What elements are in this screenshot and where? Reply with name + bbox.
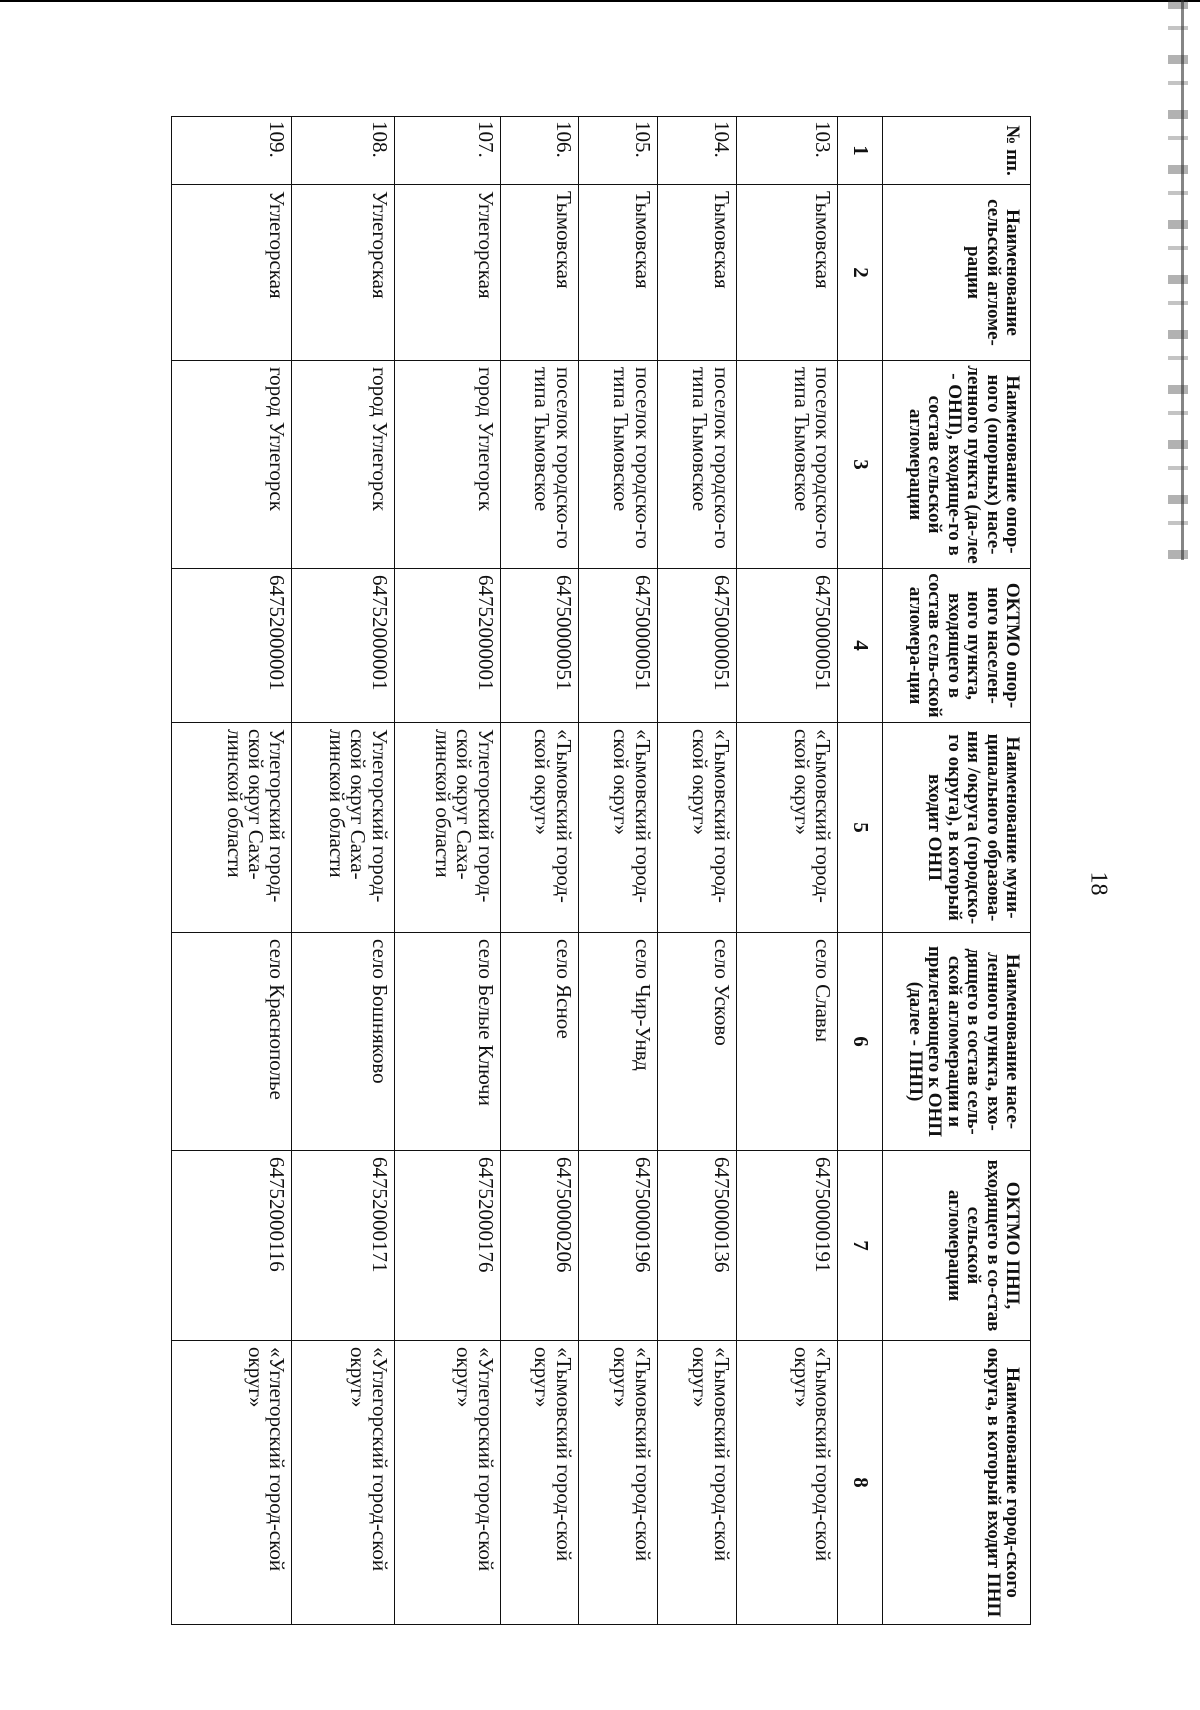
pnp-district: «Углегорский город-ской округ» [172, 1341, 292, 1625]
pnp-name: село Ясное [500, 933, 578, 1151]
column-number: 8 [838, 1341, 883, 1625]
table-row [394, 117, 500, 1625]
row-number: 106. [500, 117, 578, 185]
onp-name: поселок городско-го типа Тымовское [500, 361, 578, 569]
column-number-row [838, 117, 883, 1625]
pnp-district: «Тымовский город-ской округ» [578, 1341, 657, 1625]
header-pnp-district: Наименование город-ского округа, в который входит ПНП [882, 1341, 1030, 1625]
agglomeration-name: Углегорская [172, 185, 292, 361]
agglomeration-name: Тымовская [500, 185, 578, 361]
scan-top-border [0, 0, 1200, 2]
table-row [657, 117, 736, 1625]
pnp-name: село Славы [736, 933, 837, 1151]
onp-name: город Углегорск [172, 361, 292, 569]
column-number: 6 [838, 933, 883, 1151]
onp-name: поселок городско-го типа Тымовское [578, 361, 657, 569]
pnp-oktmo: 64750000136 [657, 1151, 736, 1341]
table-header-row [882, 117, 1030, 1625]
column-number: 2 [838, 185, 883, 361]
table-row [292, 117, 394, 1625]
onp-name: поселок городско-го типа Тымовское [736, 361, 837, 569]
pnp-oktmo: 64750000196 [578, 1151, 657, 1341]
onp-oktmo: 64750000051 [500, 569, 578, 723]
agglomeration-name: Углегорская [292, 185, 394, 361]
header-pnp: Наименование насе-ленного пункта, вхо-дящего в состав сель-ской агломерации и прилегающего к ОНП (далее - ПНП) [882, 933, 1030, 1151]
column-number: 1 [838, 117, 883, 185]
municipality-name: «Тымовский город-ской округ» [500, 723, 578, 933]
onp-name: город Углегорск [292, 361, 394, 569]
scan-edge-artifact [1168, 0, 1188, 560]
onp-oktmo: 64750000051 [657, 569, 736, 723]
row-number: 103. [736, 117, 837, 185]
agglomeration-name: Тымовская [736, 185, 837, 361]
row-number: 107. [394, 117, 500, 185]
column-number: 4 [838, 569, 883, 723]
onp-oktmo: 64750000051 [736, 569, 837, 723]
agglomeration-name: Углегорская [394, 185, 500, 361]
onp-oktmo: 64752000001 [394, 569, 500, 723]
header-agglomeration: Наименование сельской агломе-рации [882, 185, 1030, 361]
agglomeration-name: Тымовская [578, 185, 657, 361]
pnp-name: село Усково [657, 933, 736, 1151]
row-number: 104. [657, 117, 736, 185]
row-number: 105. [578, 117, 657, 185]
table-row [500, 117, 578, 1625]
scan-edge-line [1181, 0, 1184, 560]
pnp-name: село Бошняково [292, 933, 394, 1151]
onp-name: город Углегорск [394, 361, 500, 569]
row-number: 109. [172, 117, 292, 185]
pnp-oktmo: 64752000116 [172, 1151, 292, 1341]
municipality-name: Углегорский город-ской округ Саха-линской области [292, 723, 394, 933]
rotated-table-container [171, 116, 1031, 1624]
onp-name: поселок городско-го типа Тымовское [657, 361, 736, 569]
agglomeration-table [171, 116, 1031, 1625]
onp-oktmo: 64752000001 [292, 569, 394, 723]
table-row [172, 117, 292, 1625]
pnp-district: «Углегорский город-ской округ» [394, 1341, 500, 1625]
pnp-name: село Краснополье [172, 933, 292, 1151]
header-pnp-oktmo: ОКТМО ПНП, входящего в со-став сельской агломерации [882, 1151, 1030, 1341]
pnp-oktmo: 64750000206 [500, 1151, 578, 1341]
table-row [578, 117, 657, 1625]
pnp-oktmo: 64752000176 [394, 1151, 500, 1341]
onp-oktmo: 64750000051 [578, 569, 657, 723]
municipality-name: Углегорский город-ской округ Саха-линской области [394, 723, 500, 933]
header-onp-oktmo: ОКТМО опор-ного населен-ного пункта, входящего в состав сель-ской агломера-ции [882, 569, 1030, 723]
pnp-district: «Тымовский город-ской округ» [500, 1341, 578, 1625]
header-municipality: Наименование муни-ципального образова-ния /округа (городско-го округа), в который входит ОНП [882, 723, 1030, 933]
pnp-name: село Белые Ключи [394, 933, 500, 1151]
municipality-name: Углегорский город-ской округ Саха-линской области [172, 723, 292, 933]
pnp-district: «Углегорский город-ской округ» [292, 1341, 394, 1625]
column-number: 7 [838, 1151, 883, 1341]
pnp-district: «Тымовский город-ской округ» [736, 1341, 837, 1625]
municipality-name: «Тымовский город-ской округ» [657, 723, 736, 933]
pnp-district: «Тымовский город-ской округ» [657, 1341, 736, 1625]
agglomeration-name: Тымовская [657, 185, 736, 361]
row-number: 108. [292, 117, 394, 185]
municipality-name: «Тымовский город-ской округ» [578, 723, 657, 933]
page-number: 18 [1085, 871, 1112, 896]
header-onp: Наименование опор-ного (опорных) насе-ленного пункта (да-лее - ОНП), входяще-го в состав сельской агломерации [882, 361, 1030, 569]
onp-oktmo: 64752000001 [172, 569, 292, 723]
column-number: 3 [838, 361, 883, 569]
pnp-oktmo: 64752000171 [292, 1151, 394, 1341]
pnp-oktmo: 64750000191 [736, 1151, 837, 1341]
column-number: 5 [838, 723, 883, 933]
table-row [736, 117, 837, 1625]
pnp-name: село Чир-Унвд [578, 933, 657, 1151]
header-number: № пп. [882, 117, 1030, 185]
municipality-name: «Тымовский город-ской округ» [736, 723, 837, 933]
